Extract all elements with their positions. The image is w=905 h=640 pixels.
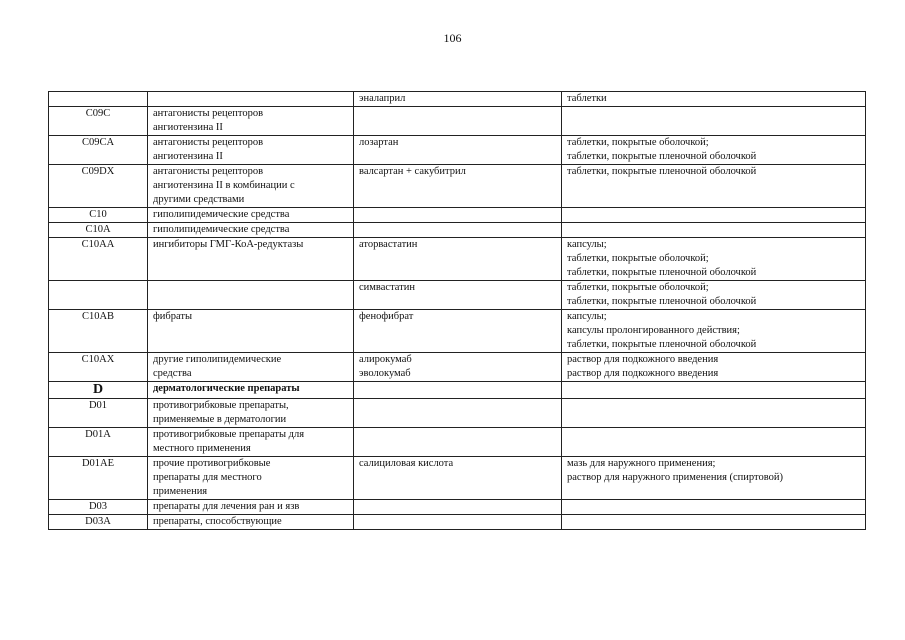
group-name-cell (148, 310, 354, 353)
atc-code-cell: C10A (49, 223, 148, 238)
dosage-form-line: мазь для наружного применения; (567, 458, 716, 469)
dosage-form-cell (562, 500, 866, 515)
drug-name-line: эналаприл (359, 93, 406, 104)
dosage-form-line: раствор для подкожного введения (567, 368, 719, 379)
table-row (49, 107, 866, 136)
table-row (49, 353, 866, 382)
dosage-form-cell (562, 310, 866, 353)
drug-name-cell (354, 107, 562, 136)
dosage-form-cell (562, 457, 866, 500)
drug-name-cell (354, 457, 562, 500)
dosage-form-line: таблетки (567, 93, 607, 104)
dosage-form-line: таблетки, покрытые пленочной оболочкой (567, 267, 757, 278)
atc-code-cell: C09CA (49, 136, 148, 165)
group-name-line: препараты для лечения ран и язв (153, 501, 300, 512)
atc-code-cell: D01A (49, 428, 148, 457)
dosage-form-cell (562, 107, 866, 136)
table-row (49, 136, 866, 165)
table-row (49, 428, 866, 457)
atc-code-cell: C10AB (49, 310, 148, 353)
atc-code-cell: D01AE (49, 457, 148, 500)
group-name-line: применения (153, 486, 208, 497)
drug-name-cell (354, 238, 562, 281)
group-name-cell (148, 208, 354, 223)
dosage-form-cell (562, 223, 866, 238)
table-row (49, 165, 866, 208)
group-name-line: гиполипидемические средства (153, 224, 290, 235)
drug-name-line: эволокумаб (359, 368, 411, 379)
atc-code-cell: C10AA (49, 238, 148, 281)
dosage-form-line: таблетки, покрытые оболочкой; (567, 282, 709, 293)
dosage-form-line: таблетки, покрытые пленочной оболочкой (567, 166, 757, 177)
dosage-form-line: таблетки, покрытые пленочной оболочкой (567, 296, 757, 307)
group-name-line: гиполипидемические средства (153, 209, 290, 220)
table-row (49, 515, 866, 530)
dosage-form-line: таблетки, покрытые оболочкой; (567, 137, 709, 148)
atc-code-cell: C10AX (49, 353, 148, 382)
table-row (49, 208, 866, 223)
group-name-cell (148, 165, 354, 208)
group-name-cell (148, 238, 354, 281)
group-name-line: противогрибковые препараты для (153, 429, 305, 440)
table-row (49, 92, 866, 107)
group-name-line: препараты, способствующие (153, 516, 282, 527)
drug-name-cell (354, 382, 562, 399)
table-row (49, 281, 866, 310)
dosage-form-cell (562, 165, 866, 208)
drug-name-cell (354, 310, 562, 353)
dosage-form-cell (562, 208, 866, 223)
atc-code-cell: C09C (49, 107, 148, 136)
atc-code-cell: D (49, 382, 148, 399)
dosage-form-line: таблетки, покрытые пленочной оболочкой (567, 151, 757, 162)
group-name-line: антагонисты рецепторов (153, 166, 264, 177)
drug-name-line: лозартан (359, 137, 399, 148)
group-name-line: антагонисты рецепторов (153, 108, 264, 119)
group-name-cell (148, 382, 354, 399)
atc-code-cell: D03 (49, 500, 148, 515)
page-number: 106 (443, 31, 462, 45)
dosage-form-cell (562, 353, 866, 382)
table-row (49, 238, 866, 281)
drug-name-line: аторвастатин (359, 239, 418, 250)
group-name-cell (148, 353, 354, 382)
drug-name-cell (354, 92, 562, 107)
dosage-form-cell (562, 92, 866, 107)
group-name-line: ангиотензина II (153, 122, 223, 133)
section-row (49, 382, 866, 399)
drug-name-cell (354, 353, 562, 382)
dosage-form-line: капсулы; (567, 311, 607, 322)
table-row (49, 399, 866, 428)
group-name-line: применяемые в дерматологии (153, 414, 287, 425)
group-name-cell (148, 92, 354, 107)
drug-name-cell (354, 136, 562, 165)
group-name-line: антагонисты рецепторов (153, 137, 264, 148)
group-name-cell (148, 428, 354, 457)
group-name-line: дерматологические препараты (153, 383, 300, 394)
drug-name-cell (354, 208, 562, 223)
dosage-form-line: таблетки, покрытые оболочкой; (567, 253, 709, 264)
group-name-cell (148, 457, 354, 500)
atc-code-cell: C10 (49, 208, 148, 223)
dosage-form-cell (562, 428, 866, 457)
group-name-line: препараты для местного (153, 472, 262, 483)
table-row (49, 223, 866, 238)
dosage-form-line: капсулы пролонгированного действия; (567, 325, 740, 336)
group-name-cell (148, 515, 354, 530)
drug-name-cell (354, 428, 562, 457)
group-name-line: фибраты (153, 311, 193, 322)
group-name-line: ингибиторы ГМГ-КоА-редуктазы (153, 239, 304, 250)
group-name-line: прочие противогрибковые (153, 458, 271, 469)
group-name-line: противогрибковые препараты, (153, 400, 289, 411)
dosage-form-cell (562, 399, 866, 428)
dosage-form-cell (562, 238, 866, 281)
group-name-cell (148, 281, 354, 310)
group-name-cell (148, 500, 354, 515)
drug-name-cell (354, 500, 562, 515)
atc-code-cell: D01 (49, 399, 148, 428)
group-name-cell (148, 223, 354, 238)
drug-name-line: валсартан + сакубитрил (359, 166, 466, 177)
group-name-line: ангиотензина II в комбинации с (153, 180, 295, 191)
dosage-form-cell (562, 136, 866, 165)
drug-name-cell (354, 399, 562, 428)
atc-code-cell (49, 281, 148, 310)
dosage-form-line: раствор для наружного применения (спиртовой) (567, 472, 783, 483)
atc-code-cell (49, 92, 148, 107)
atc-code-cell: C09DX (49, 165, 148, 208)
drug-table (48, 91, 866, 530)
table-row (49, 457, 866, 500)
group-name-line: другими средствами (153, 194, 245, 205)
drug-name-line: симвастатин (359, 282, 415, 293)
table-row (49, 310, 866, 353)
table-row (49, 500, 866, 515)
drug-name-line: фенофибрат (359, 311, 414, 322)
drug-name-cell (354, 281, 562, 310)
group-name-line: другие гиполипидемические (153, 354, 282, 365)
dosage-form-line: раствор для подкожного введения (567, 354, 719, 365)
group-name-line: ангиотензина II (153, 151, 223, 162)
dosage-form-cell (562, 382, 866, 399)
dosage-form-line: капсулы; (567, 239, 607, 250)
group-name-line: средства (153, 368, 192, 379)
group-name-line: местного применения (153, 443, 251, 454)
dosage-form-cell (562, 515, 866, 530)
drug-name-cell (354, 515, 562, 530)
group-name-cell (148, 107, 354, 136)
drug-name-line: алирокумаб (359, 354, 412, 365)
atc-code-cell: D03A (49, 515, 148, 530)
drug-name-cell (354, 165, 562, 208)
dosage-form-cell (562, 281, 866, 310)
group-name-cell (148, 399, 354, 428)
drug-name-line: салициловая кислота (359, 458, 454, 469)
drug-name-cell (354, 223, 562, 238)
group-name-cell (148, 136, 354, 165)
dosage-form-line: таблетки, покрытые пленочной оболочкой (567, 339, 757, 350)
